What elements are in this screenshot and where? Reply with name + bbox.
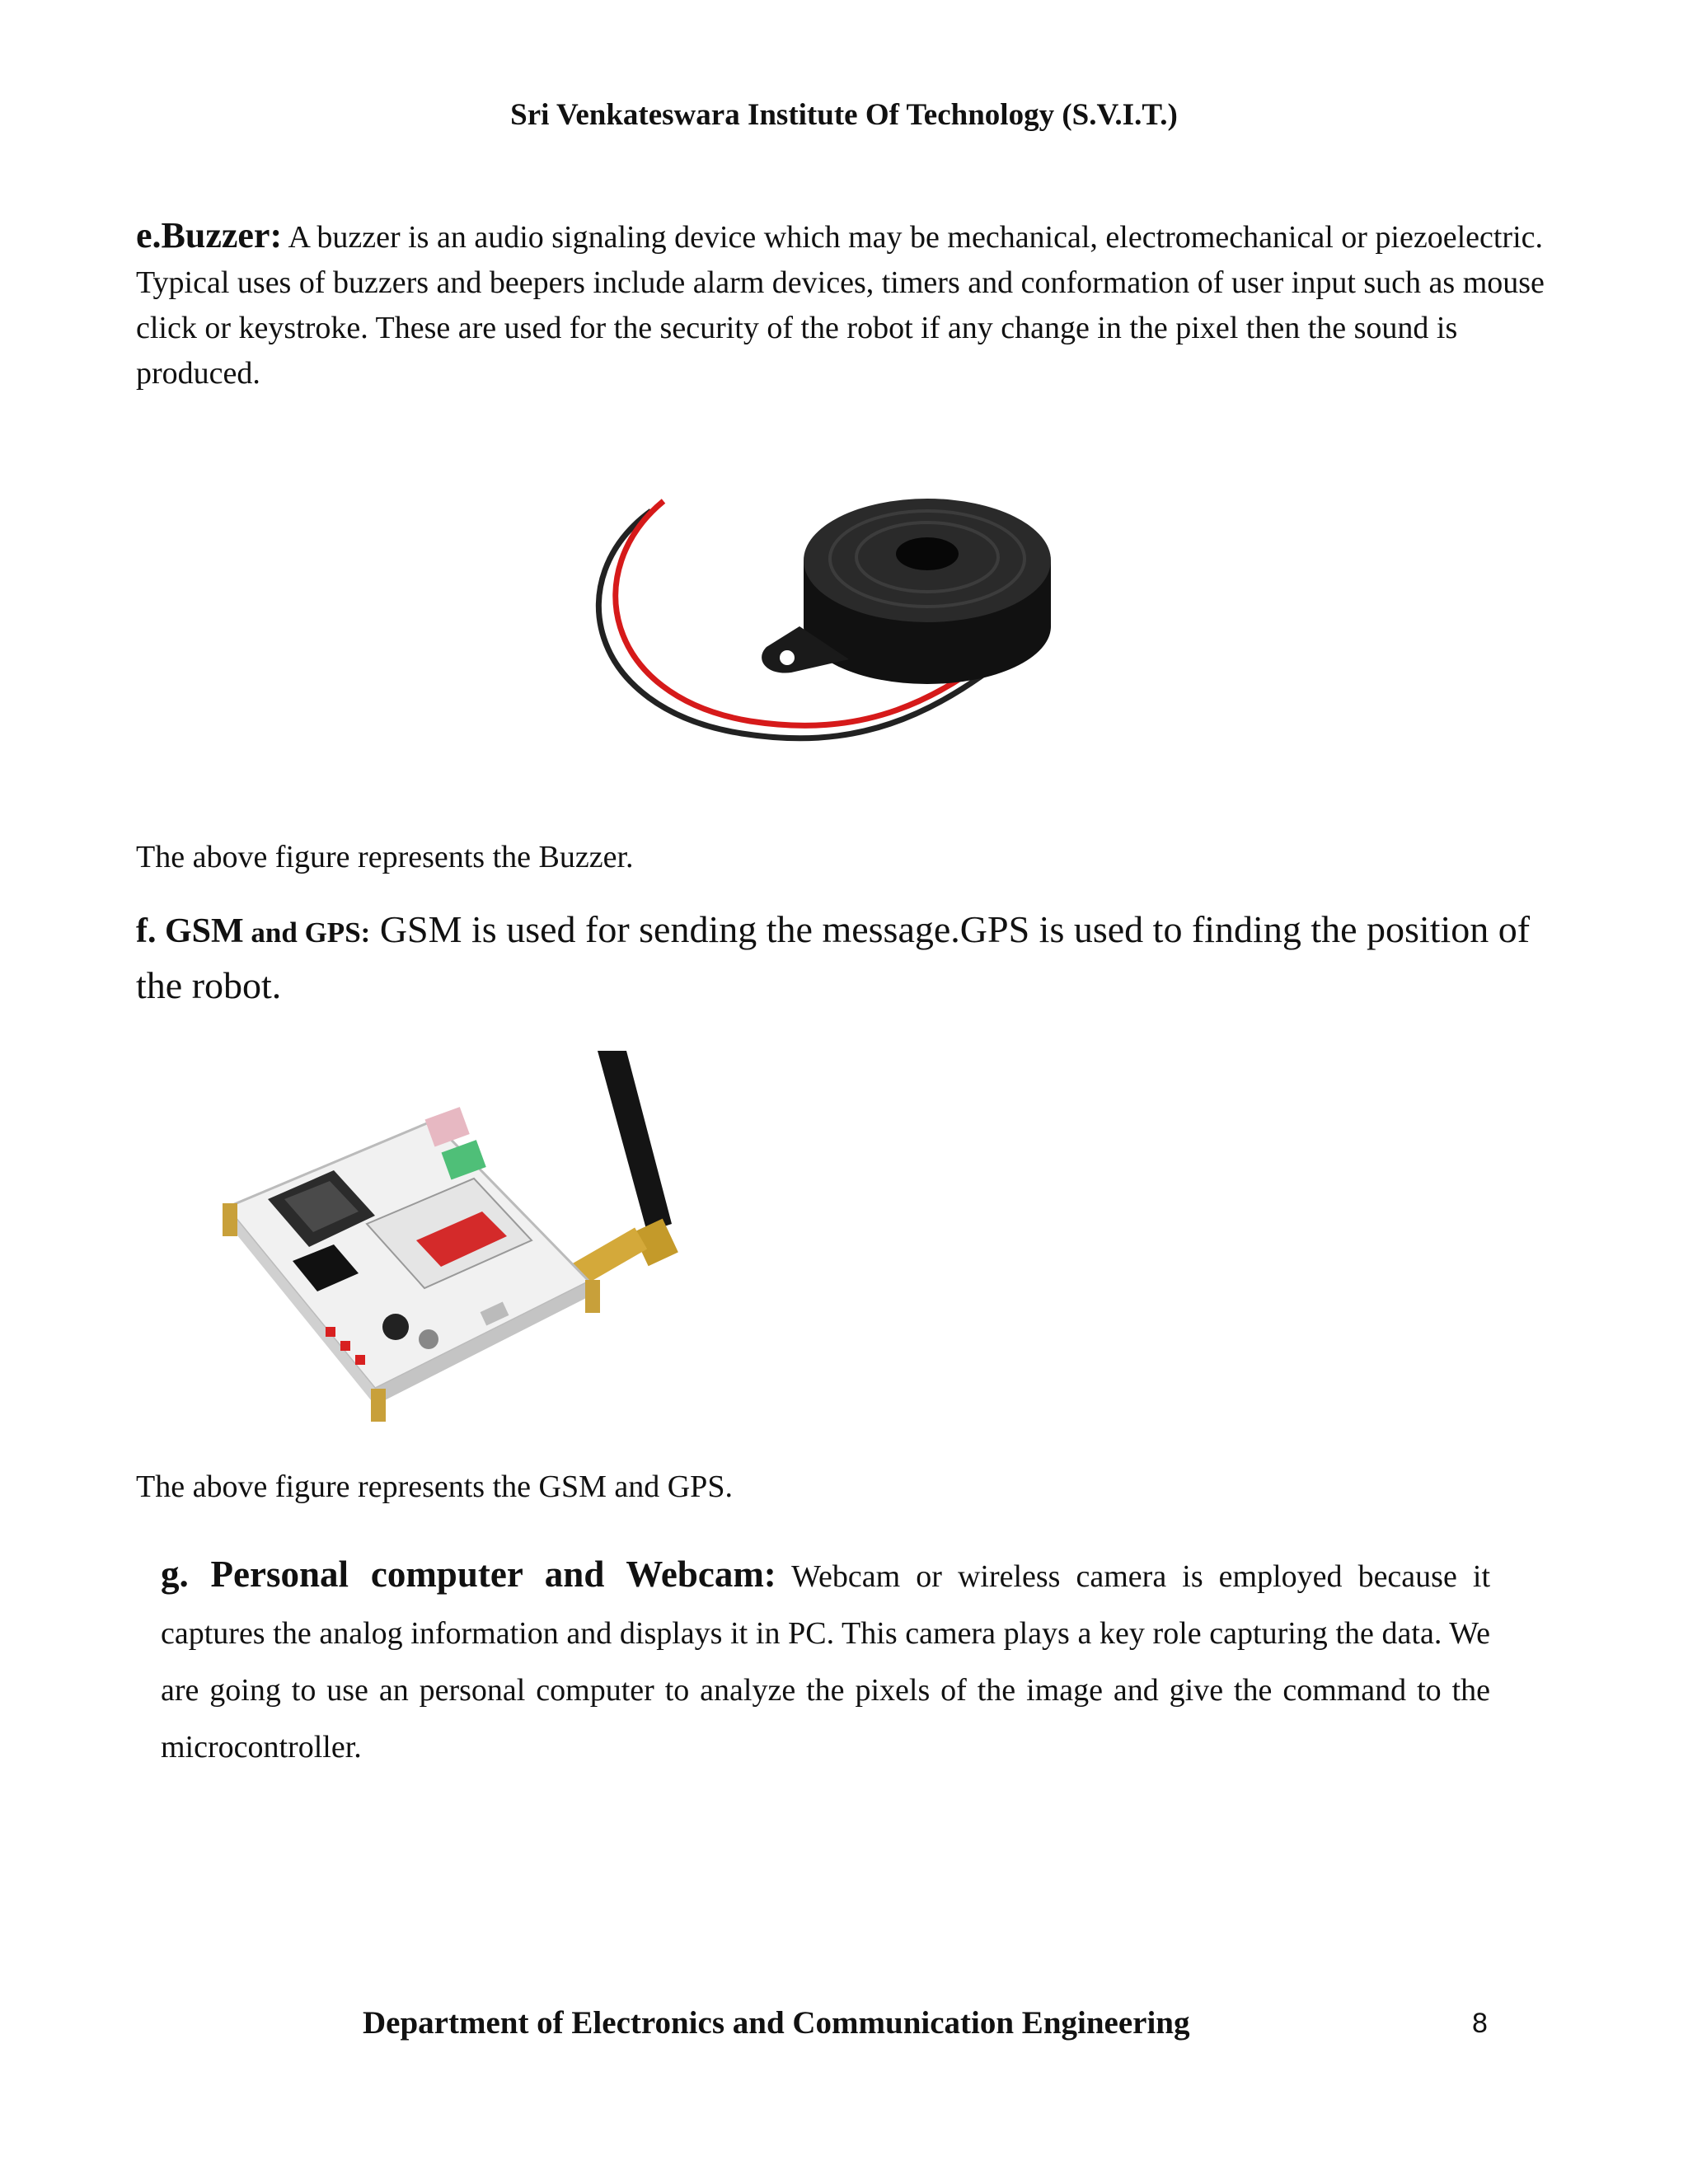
buzzer-heading: e.Buzzer:: [136, 215, 283, 255]
buzzer-body: A buzzer is an audio signaling device which may be mechanical, electromechanical or piezoelectric. Typical uses of buzzers and beepers include alarm devices, timers and conformation of user input such as mouse click or keystroke. These are used for the security of the robot if any change in the pixel then the sound is produced.: [136, 220, 1545, 391]
gsm-heading: f. GSM: [136, 912, 244, 950]
pc-webcam-body: Webcam or wireless camera is employed because it captures the analog information and displays it in PC. This camera plays a key role capturing the data. We are going to use an personal computer to analyze the pixels of the image and give the command to the microcontroller.: [161, 1559, 1490, 1765]
page-number: 8: [1472, 2008, 1488, 2039]
gsm-module-image: [210, 1034, 705, 1446]
gsm-caption: The above figure represents the GSM and GPS.: [136, 1469, 733, 1504]
page-footer-department: Department of Electronics and Communication Engineering: [363, 2005, 1190, 2041]
gsm-body: GSM is used for sending the message.GPS is used to finding the position of the robot.: [136, 908, 1531, 1006]
pc-webcam-heading: g. Personal computer and Webcam:: [161, 1554, 776, 1595]
buzzer-paragraph: [136, 213, 1554, 396]
gsm-heading-sub: and GPS:: [243, 916, 371, 949]
buzzer-caption: The above figure represents the Buzzer.: [136, 840, 634, 874]
page-header: Sri Venkateswara Institute Of Technology (S.V.I.T.): [510, 98, 1178, 132]
buzzer-image: [577, 462, 1071, 775]
pc-webcam-paragraph: [161, 1546, 1490, 1776]
gsm-paragraph: [136, 903, 1554, 1012]
